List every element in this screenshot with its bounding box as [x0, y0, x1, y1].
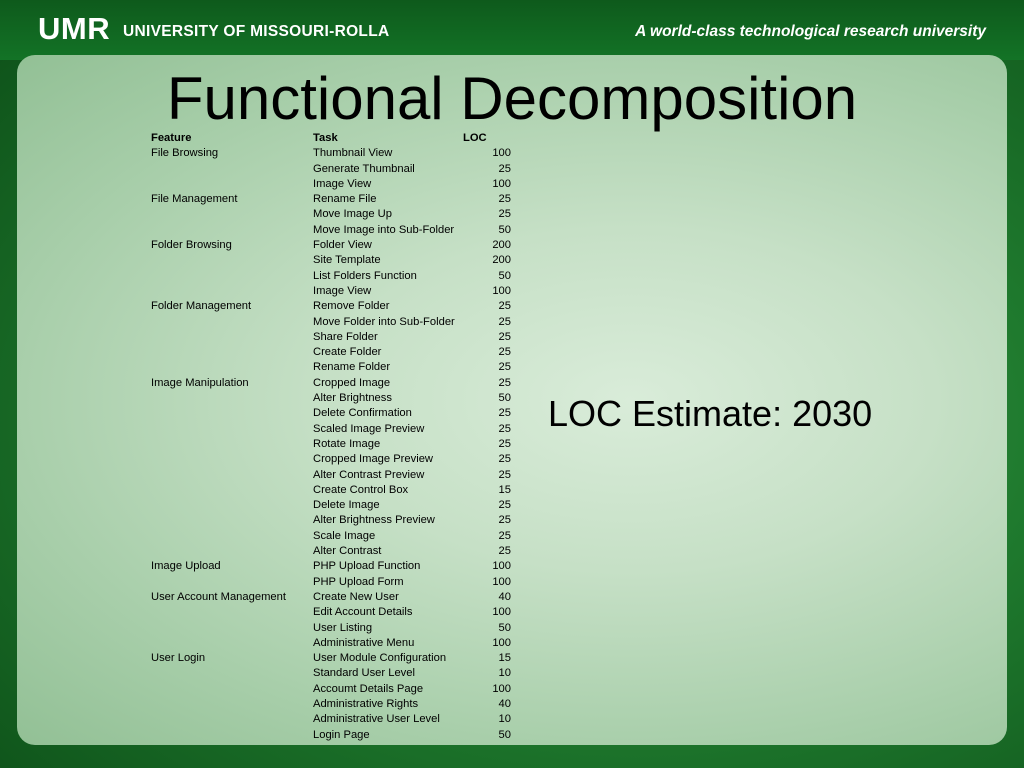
header-bar — [0, 0, 1024, 60]
feature-cell: Image Upload — [151, 560, 221, 573]
task-cell: Alter Brightness — [313, 392, 392, 405]
loc-cell: 25 — [498, 468, 511, 481]
table-header-row — [148, 131, 512, 146]
feature-cell — [148, 483, 310, 498]
task-cell: Create Control Box — [313, 483, 409, 496]
task-cell: Scaled Image Preview — [313, 422, 425, 435]
loc-cell: 25 — [498, 376, 511, 389]
loc-cell: 25 — [498, 208, 511, 221]
header-feature: Feature — [151, 132, 192, 144]
task-cell: Share Folder — [313, 330, 378, 343]
task-cell: Alter Contrast — [313, 545, 382, 558]
feature-cell: File Browsing — [151, 147, 219, 160]
feature-cell — [148, 544, 310, 559]
feature-cell: Folder Management — [151, 300, 252, 313]
feature-cell — [148, 437, 310, 452]
feature-cell — [148, 529, 310, 544]
task-cell: PHP Upload Function — [313, 560, 421, 573]
table-row — [148, 284, 512, 299]
task-cell: Rename Folder — [313, 361, 391, 374]
task-cell: Scale Image — [313, 529, 376, 542]
task-cell: Login Page — [313, 728, 370, 741]
table-row — [148, 330, 512, 345]
task-cell: List Folders Function — [313, 269, 417, 282]
feature-cell: Folder Browsing — [151, 239, 232, 252]
table-row — [148, 605, 512, 620]
task-cell: Create New User — [313, 590, 399, 603]
task-cell: Image View — [313, 284, 372, 297]
feature-cell — [148, 253, 310, 268]
loc-cell: 50 — [498, 728, 511, 741]
feature-cell — [148, 207, 310, 222]
feature-cell — [148, 636, 310, 651]
table-row — [148, 238, 512, 253]
loc-cell: 25 — [498, 407, 511, 420]
task-cell: Rotate Image — [313, 437, 381, 450]
loc-cell: 25 — [498, 300, 511, 313]
header-task: Task — [313, 132, 338, 144]
table-row — [148, 391, 512, 406]
table-row — [148, 559, 512, 574]
feature-cell — [148, 575, 310, 590]
table-row — [148, 177, 512, 192]
task-cell: Accoumt Details Page — [313, 682, 424, 695]
table-row — [148, 575, 512, 590]
feature-cell — [148, 345, 310, 360]
table-row — [148, 468, 512, 483]
task-cell: Administrative Rights — [313, 697, 419, 710]
task-cell: Move Folder into Sub-Folder — [313, 315, 455, 328]
loc-cell: 25 — [498, 422, 511, 435]
table-row — [148, 223, 512, 238]
table-row — [148, 422, 512, 437]
feature-cell — [148, 666, 310, 681]
feature-cell — [148, 498, 310, 513]
loc-cell: 50 — [498, 392, 511, 405]
loc-table — [148, 131, 512, 743]
task-cell: Alter Brightness Preview — [313, 514, 435, 527]
tagline: A world-class technological research university — [635, 23, 986, 40]
task-cell: Cropped Image Preview — [313, 453, 434, 466]
feature-cell — [148, 360, 310, 375]
task-cell: Image View — [313, 177, 372, 190]
loc-cell: 25 — [498, 315, 511, 328]
task-cell: PHP Upload Form — [313, 575, 404, 588]
task-cell: Move Image into Sub-Folder — [313, 223, 455, 236]
table-row — [148, 621, 512, 636]
feature-cell — [148, 728, 310, 743]
task-cell: Site Template — [313, 254, 381, 267]
feature-cell — [148, 315, 310, 330]
header-loc: LOC — [463, 132, 487, 144]
feature-cell — [148, 697, 310, 712]
table-row — [148, 437, 512, 452]
loc-cell: 50 — [498, 223, 511, 236]
task-cell: User Listing — [313, 621, 373, 634]
table-row — [148, 299, 512, 314]
feature-cell — [148, 621, 310, 636]
feature-cell — [148, 223, 310, 238]
table-row — [148, 697, 512, 712]
feature-cell — [148, 513, 310, 528]
loc-cell: 10 — [498, 713, 511, 726]
task-cell: User Module Configuration — [313, 652, 447, 665]
table-row — [148, 192, 512, 207]
feature-cell — [148, 284, 310, 299]
loc-cell: 15 — [498, 483, 511, 496]
table-row — [148, 269, 512, 284]
feature-cell — [148, 452, 310, 467]
loc-cell: 25 — [498, 529, 511, 542]
feature-cell — [148, 162, 310, 177]
loc-cell: 25 — [498, 162, 511, 175]
loc-cell: 100 — [492, 560, 511, 573]
feature-cell — [148, 712, 310, 727]
loc-cell: 200 — [492, 239, 511, 252]
table-row — [148, 666, 512, 681]
table-row — [148, 253, 512, 268]
loc-cell: 100 — [492, 636, 511, 649]
table-row — [148, 376, 512, 391]
loc-cell: 40 — [498, 590, 511, 603]
table-row — [148, 682, 512, 697]
loc-cell: 25 — [498, 437, 511, 450]
loc-cell: 100 — [492, 284, 511, 297]
table-row — [148, 483, 512, 498]
loc-cell: 200 — [492, 254, 511, 267]
loc-cell: 100 — [492, 682, 511, 695]
feature-cell — [148, 605, 310, 620]
task-cell: Administrative User Level — [313, 713, 440, 726]
table-row — [148, 207, 512, 222]
table-row — [148, 544, 512, 559]
loc-cell: 100 — [492, 606, 511, 619]
loc-cell: 15 — [498, 652, 511, 665]
feature-cell — [148, 406, 310, 421]
loc-estimate — [548, 392, 872, 436]
table-row — [148, 498, 512, 513]
task-cell: Thumbnail View — [313, 147, 393, 160]
table-row — [148, 162, 512, 177]
university-name: UNIVERSITY OF MISSOURI-ROLLA — [123, 23, 390, 40]
task-cell: Remove Folder — [313, 300, 390, 313]
feature-cell — [148, 391, 310, 406]
loc-cell: 100 — [492, 147, 511, 160]
table-row — [148, 636, 512, 651]
task-cell: Cropped Image — [313, 376, 391, 389]
loc-cell: 50 — [498, 269, 511, 282]
slide-title: Functional Decomposition — [166, 65, 858, 132]
feature-cell — [148, 177, 310, 192]
loc-cell: 25 — [498, 330, 511, 343]
feature-cell — [148, 422, 310, 437]
loc-cell: 100 — [492, 575, 511, 588]
task-cell: Standard User Level — [313, 667, 415, 680]
task-cell: Folder View — [313, 239, 372, 252]
task-cell: Create Folder — [313, 346, 382, 359]
feature-cell — [148, 269, 310, 284]
loc-estimate-value: 2030 — [792, 393, 873, 434]
loc-cell: 25 — [498, 545, 511, 558]
loc-cell: 40 — [498, 697, 511, 710]
table-row — [148, 712, 512, 727]
table-row — [148, 146, 512, 161]
umr-logo: UMR — [38, 11, 111, 46]
feature-cell: Image Manipulation — [151, 376, 249, 389]
loc-cell: 25 — [498, 514, 511, 527]
table-row — [148, 651, 512, 666]
loc-cell: 10 — [498, 667, 511, 680]
table-row — [148, 513, 512, 528]
loc-cell: 25 — [498, 193, 511, 206]
loc-estimate-label: LOC Estimate: — [548, 393, 783, 434]
table-row — [148, 360, 512, 375]
table-row — [148, 529, 512, 544]
loc-cell: 25 — [498, 453, 511, 466]
table-row — [148, 728, 512, 743]
feature-cell — [148, 330, 310, 345]
task-cell: Administrative Menu — [313, 636, 415, 649]
loc-cell: 25 — [498, 361, 511, 374]
table-row — [148, 345, 512, 360]
task-cell: Rename File — [313, 193, 377, 206]
feature-cell: User Account Management — [151, 590, 286, 603]
task-cell: Generate Thumbnail — [313, 162, 415, 175]
feature-cell: User Login — [151, 652, 206, 665]
table-row — [148, 452, 512, 467]
feature-cell — [148, 468, 310, 483]
table-body — [148, 146, 512, 743]
loc-cell: 25 — [498, 499, 511, 512]
task-cell: Alter Contrast Preview — [313, 468, 425, 481]
feature-cell: File Management — [151, 193, 238, 206]
table-row — [148, 315, 512, 330]
loc-cell: 100 — [492, 177, 511, 190]
task-cell: Edit Account Details — [313, 606, 413, 619]
task-cell: Move Image Up — [313, 208, 392, 221]
feature-cell — [148, 682, 310, 697]
loc-cell: 50 — [498, 621, 511, 634]
table-row — [148, 590, 512, 605]
task-cell: Delete Image — [313, 499, 380, 512]
table-row — [148, 406, 512, 421]
loc-cell: 25 — [498, 346, 511, 359]
task-cell: Delete Confirmation — [313, 407, 412, 420]
